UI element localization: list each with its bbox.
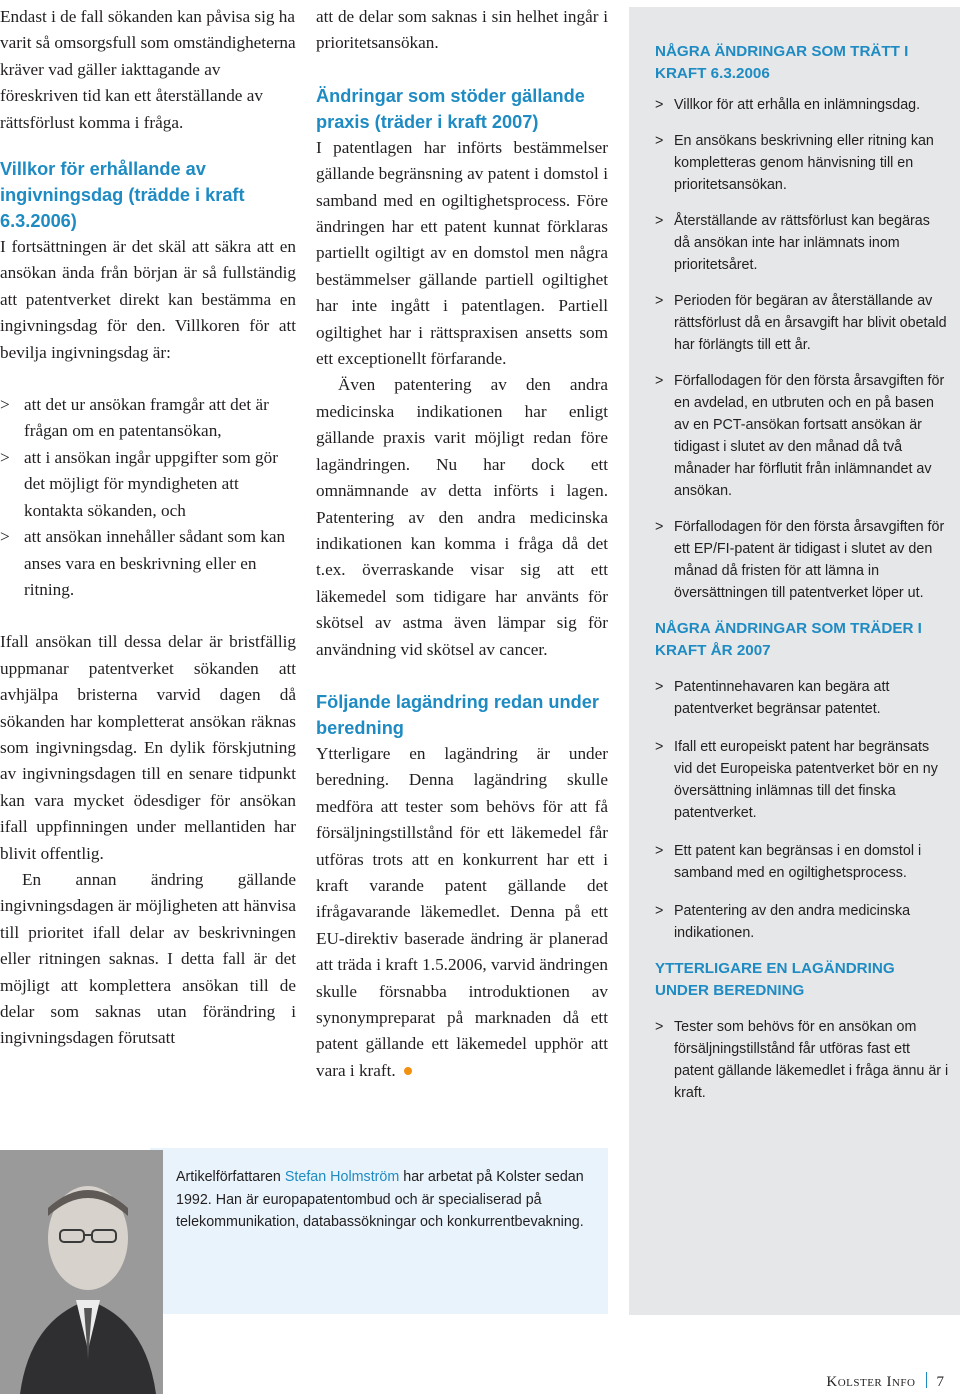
conditions-list bbox=[0, 392, 296, 603]
paragraph-ytterligare bbox=[316, 741, 608, 1084]
paragraph-ytterligare-text: Ytterligare en lagändring är under beredning. Denna lagändring skulle medföra att tester som behövs för att få försäljningstillstånd för ett läkemedel får utföras trots att en konkurrent har ett i kraft varande patent gällande det ifrågavarande läkemedlet. Denna på ett EU-direktiv baserade ändring är planerad att träda i kraft 1.5.2006, varvid ändringen skulle försnabba introduktionen av synonympreparat på marknaden då ett patent gällande ett läkemedel upphör att vara i kraft. bbox=[316, 743, 608, 1080]
author-bio bbox=[176, 1166, 596, 1234]
sidebar-heading-2006: NÅGRA ÄNDRINGAR SOM TRÄTT I KRAFT 6.3.2006 bbox=[655, 43, 909, 82]
sidebar-heading-2007: NÅGRA ÄNDRINGAR SOM TRÄDER I KRAFT ÅR 2007 bbox=[655, 620, 922, 659]
paragraph-aven: Även patentering av den andra medicinska indikationen har enligt gällande praxis varit möjligt redan före lagändringen. Nu har dock ett omnämnande av detta införts i lagen. Patentering av den andra medicinska indikationen kan komma i fråga då det t.ex. överraskande visar sig att ett läkemedel som tidigare har använts för skötsel av astma även lämpar sig för användning vid skötsel av cancer. bbox=[316, 375, 608, 659]
sidebar-heading-beredning: YTTERLIGARE EN LAGÄNDRING UNDER BEREDNING bbox=[655, 960, 895, 999]
paragraph-continued: att de delar som saknas i sin helhet ingår i prioritetsansökan. bbox=[316, 7, 608, 53]
author-portrait-icon bbox=[0, 1150, 163, 1394]
heading-beredning: Följande lagändring redan under beredning bbox=[316, 691, 599, 738]
sidebar-box bbox=[629, 7, 960, 1315]
paragraph-ifall: Ifall ansökan till dessa delar är bristfällig uppmanar patentverket sökanden att avhjälpa bristerna varvid dagen då sökanden har kompletterat ansökan räknas som ingivningsdag. En dylik förskjutning av ingivningsdagen till en senare tidpunkt kan vara mycket ödesdiger för ansökan ifall uppfinningen under mellantiden har blivit offentlig. bbox=[0, 632, 296, 863]
author-photo bbox=[0, 1150, 163, 1394]
sidebar-list-beredning bbox=[655, 1016, 949, 1104]
author-bio-prefix: Artikelförfattaren bbox=[176, 1169, 285, 1185]
paragraph-villkor: I fortsättningen är det skäl att säkra att en ansökan ända från början är så fullständig att patentverket direkt kan bestämma en ingivningsdag för den. Villkoren för att bevilja ingivningsdag är: bbox=[0, 237, 296, 362]
list-item: > att det ur ansökan framgår att det är frågan om en patentansökan, bbox=[0, 392, 296, 445]
list-item: > Tester som behövs för en ansökan om försäljningstillstånd får utföras fast ett patent gällande läkemedlet i fråga ännu är i kraft. bbox=[655, 1016, 949, 1104]
list-item: > Ett patent kan begränsas i en domstol i samband med en ogiltighetsprocess. bbox=[655, 840, 949, 884]
author-name: Stefan Holmström bbox=[284, 1169, 400, 1185]
sidebar-list-2007 bbox=[655, 676, 949, 944]
paragraph-intro: Endast i de fall sökanden kan påvisa sig ha varit så omsorgsfull som omständigheterna kräver vad gäller iakttagande av föreskriven tid kan ett återställande av rättsförlust komma i fråga. bbox=[0, 7, 296, 132]
list-item: > Förfallodagen för den första årsavgiften för en avdelad, en utbruten och en på basen av en PCT-ansökan fortsatt ansökan är tidigast i slutet av den månad då två månader har förflutit från inlämnandet av ansökan. bbox=[655, 370, 949, 502]
author-bio-text: har arbetat på Kolster sedan 1992. Han är europapatentombud och är specialiserad på telekommunikation, databassökningar och konkurrentbevakning. bbox=[176, 1169, 584, 1230]
list-item: > Återställande av rättsförlust kan begäras då ansökan inte har inlämnats inom prioritetsåret. bbox=[655, 210, 949, 276]
paragraph-patentlagen: I patentlagen har införts bestämmelser gällande begränsning av patent i domstol i samband med en ogiltighetsprocess. Före ändringen har ett patent kunnat förklaras partiellt ogiltigt av en domstol men några bestämmelser gällande partiell ogiltighet har inte ingått i patentlagen. Partiell ogiltighet har i rättspraxisen ansetts som ett exceptionellt förfarande. bbox=[316, 137, 608, 369]
sidebar-list-2006 bbox=[655, 94, 949, 604]
list-item: > Villkor för att erhålla en inlämningsdag. bbox=[655, 94, 949, 116]
list-item: > Ifall ett europeiskt patent har begränsats vid det Europeiska patentverket bör en ny översättning inlämnas till det finska patentverket. bbox=[655, 736, 949, 824]
column-middle bbox=[316, 0, 608, 1084]
footer-divider bbox=[926, 1372, 927, 1388]
page-footer bbox=[826, 1372, 944, 1391]
list-item: > att i ansökan ingår uppgifter som gör det möjligt för myndigheten att kontakta sökanden, och bbox=[0, 445, 296, 524]
publication-name: Kolster Info bbox=[826, 1374, 916, 1390]
list-item: > En ansökans beskrivning eller ritning kan kompletteras genom hänvisning till en prioritetsansökan. bbox=[655, 130, 949, 196]
column-left bbox=[0, 0, 296, 1052]
list-item: > Perioden för begäran av återställande av rättsförlust då en årsavgift har blivit obetald har förlängts till ett år. bbox=[655, 290, 949, 356]
paragraph-annan: En annan ändring gällande ingivningsdagen är möjligheten att hänvisa till prioritet ifall delar av beskrivningen eller ritningen saknas. I detta fall är det möjligt att komplettera ansökan till de delar som saknas utan förändring i ingivningsdagen förutsatt bbox=[0, 869, 296, 1048]
page-number: 7 bbox=[936, 1374, 944, 1390]
heading-andringar: Ändringar som stöder gällande praxis (träder i kraft 2007) bbox=[316, 85, 585, 132]
list-item: > Patentinnehavaren kan begära att patentverket begränsar patentet. bbox=[655, 676, 949, 720]
list-item: > Patentering av den andra medicinska indikationen. bbox=[655, 900, 949, 944]
end-mark-icon bbox=[404, 1067, 412, 1075]
list-item: > Förfallodagen för den första årsavgiften för ett EP/FI-patent är tidigast i slutet av den månad då fristen för att lämna in översättningen till patentverket löper ut. bbox=[655, 516, 949, 604]
list-item: > att ansökan innehåller sådant som kan anses vara en beskrivning eller en ritning. bbox=[0, 524, 296, 603]
heading-villkor: Villkor för erhållande av ingivningsdag (trädde i kraft 6.3.2006) bbox=[0, 159, 245, 232]
